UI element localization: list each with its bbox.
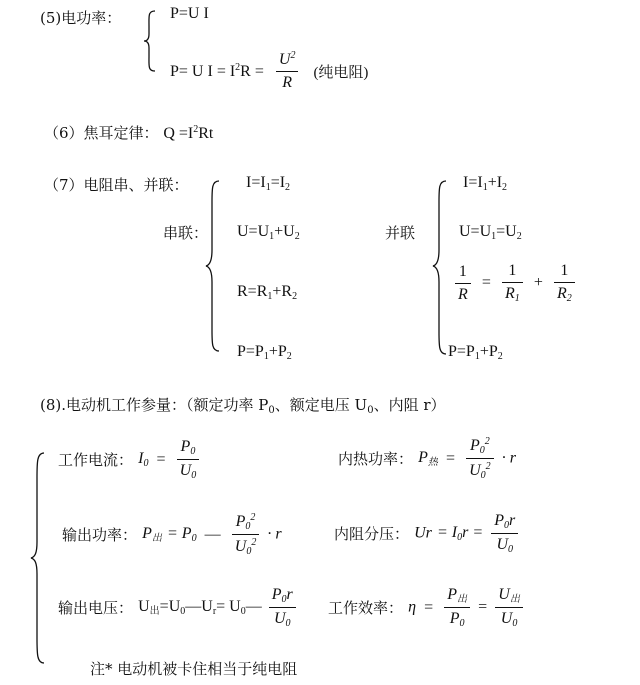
parallel-voltage: $U=U_1=U_2$ (459, 223, 522, 242)
power-formula-2: P= U $I = I^2R$ = $\frac{U^2}{R}$ (纯电阻) (170, 50, 369, 91)
internal-voltage-drop: 内阻分压： $Ur = I_0r$ = $\frac{P_0r}{U_0}$ (334, 512, 521, 555)
working-current: 工作电流： $I_0$ = $\frac{P_0}{U_0}$ (58, 438, 202, 481)
parallel-resistance: $\frac{1}{R}$ = $\frac{1}{R_1}$ + $\frac{1}{R_2}$ (452, 262, 578, 304)
pure-resistance-note: (纯电阻) (313, 64, 369, 81)
section-5-brace (143, 10, 157, 72)
parallel-power: $P=P_1+P_2$ (448, 343, 503, 362)
power-formula-1: P=U I (170, 5, 209, 22)
section-8-title: (8).电动机工作参量：（额定功率 $P_0$、额定电压 $U_0$、内阻 r） (40, 396, 446, 416)
series-current: $I=I_1=I_2$ (246, 174, 291, 193)
parallel-label: 并联 (385, 224, 416, 242)
parallel-brace (432, 180, 448, 355)
motor-brace (30, 452, 46, 664)
internal-heat-power: 内热功率： $P_热$ = $\frac{P_0^2}{U_0^2}$ · r (338, 436, 516, 481)
output-power: 输出功率： $P_出 = P_0$ — $\frac{P_0^2}{U_0^2}$ · r (62, 512, 282, 557)
motor-note: 注* 电动机被卡住相当于纯电阻 (90, 660, 298, 678)
parallel-current: $I=I_1+I_2$ (463, 174, 508, 193)
section-5-title: (5)电功率： (40, 9, 122, 27)
joule-formula: $Q =I^2Rt$ (163, 124, 214, 142)
series-label: 串联： (163, 224, 209, 242)
series-power: $P=P_1+P_2$ (237, 343, 292, 362)
series-voltage: $U=U_1+U_2$ (237, 223, 300, 242)
power-fraction: $\frac{U^2}{R}$ (276, 50, 299, 92)
section-7-title: （7）电阻串、并联： (44, 176, 189, 194)
working-efficiency: 工作效率： η = $\frac{P_出}{P_0}$ = $\frac{U_出}{U_0}$ (328, 586, 526, 629)
output-voltage: 输出电压： $U_出=U_0—U_r=$ $U_0—$ $\frac{P_0r}{U_0}$ (58, 586, 299, 629)
series-resistance: $R=R_1+R_2$ (237, 283, 298, 302)
series-brace (205, 180, 221, 352)
section-6-title: （6）焦耳定律： $Q =I^2Rt$ (44, 124, 214, 142)
